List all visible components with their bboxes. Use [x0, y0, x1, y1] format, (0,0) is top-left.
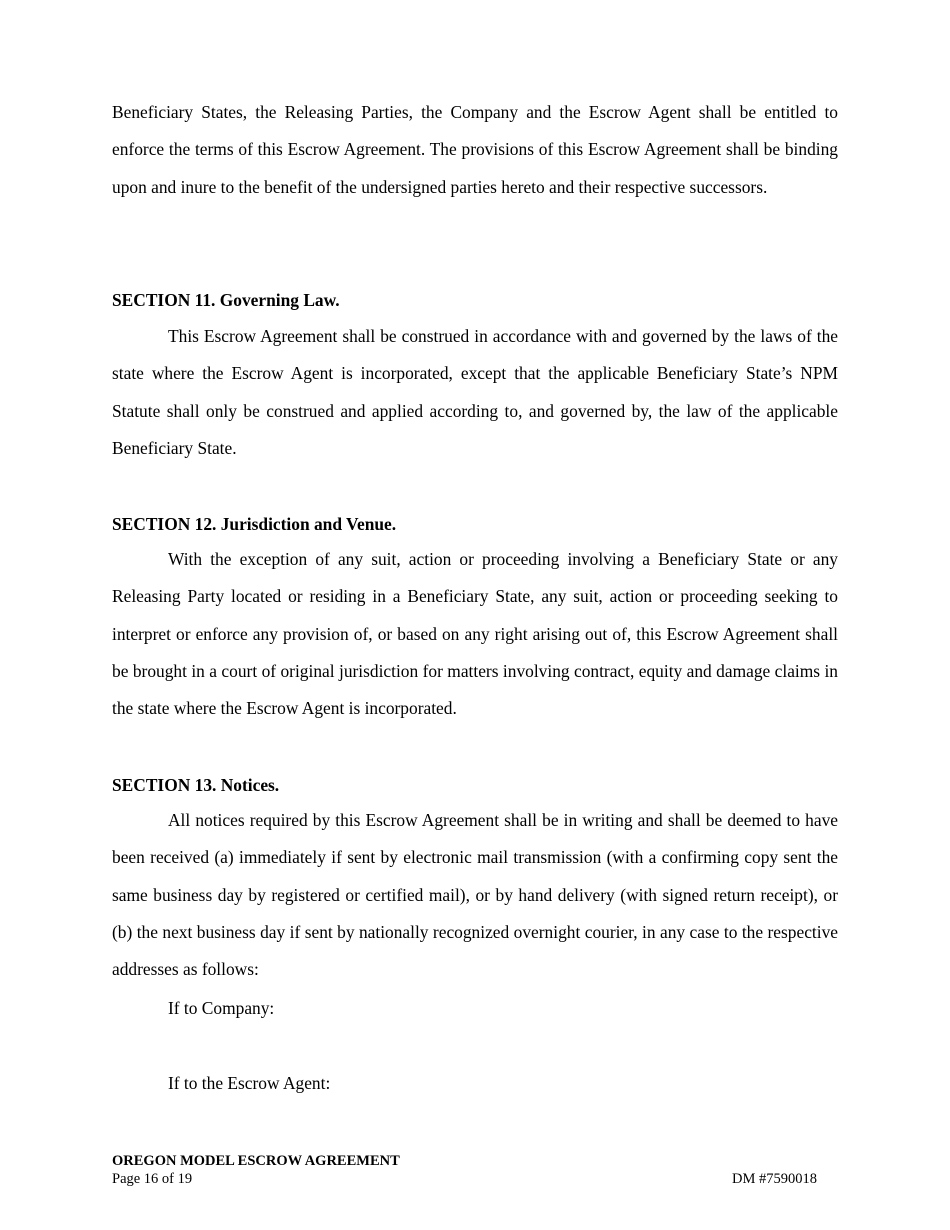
continuation-paragraph: Beneficiary States, the Releasing Parties, the Company and the Escrow Agent shall be entitled to enforce the terms of this Escrow Agreement. The provisions of this Escrow Agreement shall be binding upon and inure to the benefit of the undersigned parties hereto and their respective successors.	[112, 102, 838, 197]
section-11-heading: SECTION 11. Governing Law.	[112, 290, 340, 310]
section-13-body: All notices required by this Escrow Agreement shall be in writing and shall be deemed to have been received (a) immediately if sent by electronic mail transmission (with a confirming copy sent the same business day by registered or certified mail), or by hand delivery (with signed return receipt), or (b) the next business day if sent by nationally recognized overnight courier, in any case to the respective addresses as follows:	[112, 810, 838, 980]
section-13-heading: SECTION 13. Notices.	[112, 775, 280, 795]
notice-company-label: If to Company:	[168, 998, 275, 1018]
footer-title: OREGON MODEL ESCROW AGREEMENT	[112, 1153, 400, 1169]
notice-escrow-agent-label: If to the Escrow Agent:	[168, 1073, 331, 1093]
footer-document-number: DM #7590018	[732, 1171, 817, 1187]
section-11-body: This Escrow Agreement shall be construed in accordance with and governed by the laws of the state where the Escrow Agent is incorporated, except that the applicable Beneficiary State’s NPM Statute shall only be construed and applied according to, and governed by, the law of the applicable Beneficiary State.	[112, 326, 838, 458]
section-12-heading: SECTION 12. Jurisdiction and Venue.	[112, 514, 397, 534]
section-12-body: With the exception of any suit, action or proceeding involving a Beneficiary State or any Releasing Party located or residing in a Beneficiary State, any suit, action or proceeding seeking to interpret or enforce any provision of, or based on any right arising out of, this Escrow Agreement shall be brought in a court of original jurisdiction for matters involving contract, equity and damage claims in the state where the Escrow Agent is incorporated.	[112, 549, 838, 719]
footer-page-number: Page 16 of 19	[112, 1171, 193, 1187]
